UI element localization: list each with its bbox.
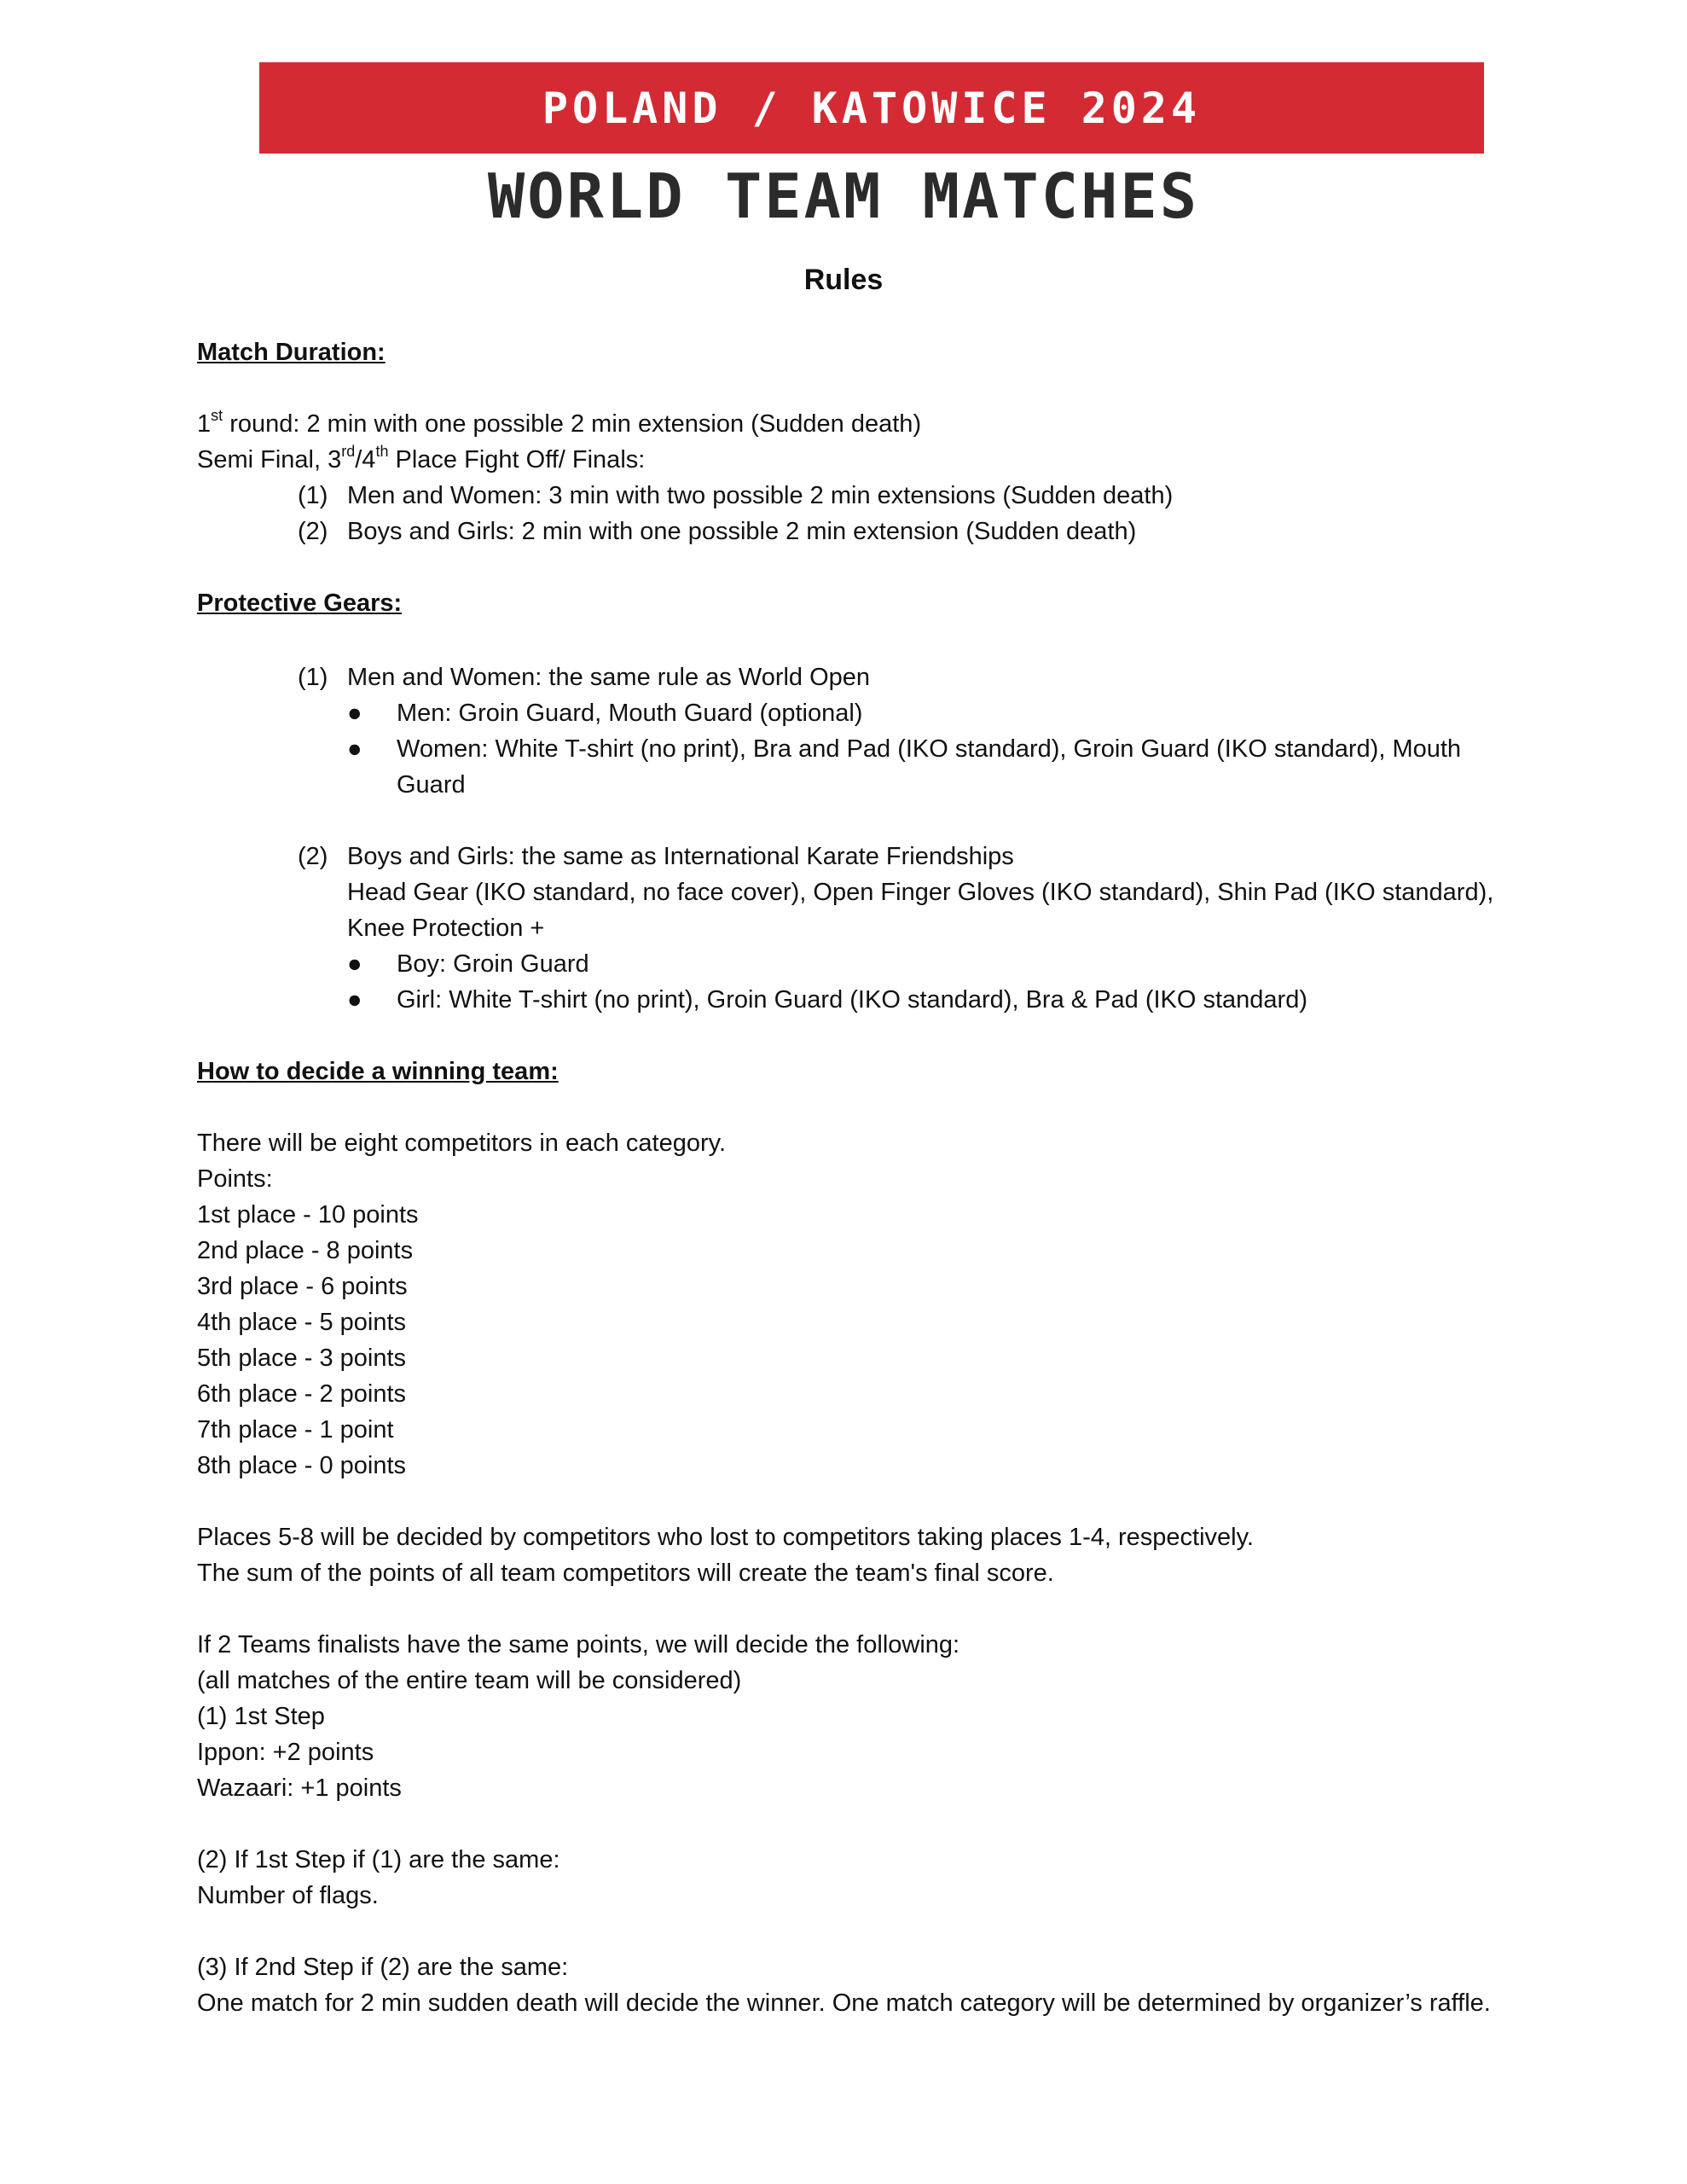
bullet-icon: ● — [347, 950, 362, 978]
points-row: 1st place - 10 points — [197, 1201, 419, 1228]
duration-item-marker: (1) — [298, 482, 328, 509]
gear-bullet — [347, 982, 1510, 1018]
points-row: 8th place - 0 points — [197, 1452, 407, 1479]
winning-team-heading: How to decide a winning team: — [197, 1058, 559, 1085]
gear-item-text: Men and Women: the same rule as World Open — [347, 664, 871, 691]
bullet-icon: ● — [347, 986, 362, 1014]
semi-sup-rd: rd — [341, 443, 356, 461]
tie-step-1: (1) 1st Step — [197, 1703, 325, 1730]
gear-bullet — [347, 731, 1510, 803]
bullet-icon: ● — [347, 735, 362, 763]
tie-scope: (all matches of the entire team will be considered) — [197, 1667, 742, 1694]
gear-bullet-text: Women: White T-shirt (no print), Bra and Pad (IKO standard), Groin Guard (IKO standard), Mouth Guard — [397, 735, 1462, 799]
gear-bullet-text: Girl: White T-shirt (no print), Groin Guard (IKO standard), Bra & Pad (IKO standard) — [397, 986, 1308, 1014]
gear-item-text: Boys and Girls: the same as International Karate Friendships — [347, 843, 1014, 870]
event-headline: WORLD TEAM MATCHES — [487, 160, 1200, 232]
first-round-line — [197, 406, 1510, 442]
gear-bullet-text: Boy: Groin Guard — [397, 950, 589, 978]
semi-final-line — [197, 442, 1510, 478]
event-banner — [259, 62, 1484, 154]
gear-bullet — [347, 695, 1510, 731]
tie-step-2-detail: Number of flags. — [197, 1882, 379, 1909]
first-round-prefix: 1 — [197, 410, 212, 438]
first-round-sup: st — [211, 407, 223, 425]
gear-item-men-women — [197, 659, 1510, 803]
protective-gears-heading: Protective Gears: — [197, 590, 403, 617]
semi-prefix: Semi Final, 3 — [197, 446, 342, 473]
duration-item — [197, 478, 1510, 514]
semi-sup-th: th — [375, 443, 389, 461]
duration-item — [197, 514, 1510, 549]
ippon-rule: Ippon: +2 points — [197, 1739, 374, 1766]
points-label: Points: — [197, 1165, 273, 1193]
wazaari-rule: Wazaari: +1 points — [197, 1774, 402, 1802]
gear-item-marker: (1) — [298, 664, 328, 691]
semi-text: Place Fight Off/ Finals: — [388, 446, 646, 473]
gear-bullet — [347, 946, 1510, 982]
event-banner-text: POLAND / KATOWICE 2024 — [542, 83, 1202, 133]
bullet-icon: ● — [347, 700, 362, 727]
points-row: 3rd place - 6 points — [197, 1273, 408, 1300]
rules-content — [197, 334, 1510, 2021]
competitors-intro: There will be eight competitors in each category. — [197, 1130, 727, 1157]
semi-mid: /4 — [355, 446, 376, 473]
duration-list — [197, 478, 1510, 549]
tie-step-2: (2) If 1st Step if (1) are the same: — [197, 1846, 560, 1873]
gear-item-marker: (2) — [298, 843, 328, 870]
document-title: Rules — [803, 264, 884, 296]
sum-note: The sum of the points of all team competitors will create the team's final score. — [197, 1560, 1054, 1587]
points-row: 6th place - 2 points — [197, 1380, 407, 1408]
points-row: 7th place - 1 point — [197, 1416, 394, 1443]
points-row: 2nd place - 8 points — [197, 1237, 414, 1264]
gear-bullets-boys-girls — [347, 946, 1510, 1018]
match-duration-heading: Match Duration: — [197, 339, 386, 366]
gear-list — [197, 659, 1510, 1018]
tie-intro: If 2 Teams finalists have the same points, we will decide the following: — [197, 1631, 960, 1658]
tie-step-3: (3) If 2nd Step if (2) are the same: — [197, 1954, 569, 1981]
duration-item-text: Boys and Girls: 2 min with one possible 2 min extension (Sudden death) — [347, 518, 1137, 545]
duration-item-marker: (2) — [298, 518, 328, 545]
gear-bullet-text: Men: Groin Guard, Mouth Guard (optional) — [397, 700, 863, 727]
places-note: Places 5-8 will be decided by competitors who lost to competitors taking places 1-4, respectively. — [197, 1524, 1254, 1551]
gear-item-boys-girls — [197, 839, 1510, 1018]
points-row: 4th place - 5 points — [197, 1309, 407, 1336]
tie-step-3-detail: One match for 2 min sudden death will decide the winner. One match category will be determined by organizer’s raffle. — [197, 1989, 1491, 2017]
gear-bullets-men-women — [347, 695, 1510, 803]
points-row: 5th place - 3 points — [197, 1345, 407, 1372]
first-round-text: round: 2 min with one possible 2 min extension (Sudden death) — [223, 410, 922, 438]
gear-list-spacer — [197, 803, 1510, 839]
gear-item-detail: Head Gear (IKO standard, no face cover), Open Finger Gloves (IKO standard), Shin Pad (IKO standard), Knee Protection + — [347, 879, 1494, 942]
duration-item-text: Men and Women: 3 min with two possible 2 min extensions (Sudden death) — [347, 482, 1174, 509]
